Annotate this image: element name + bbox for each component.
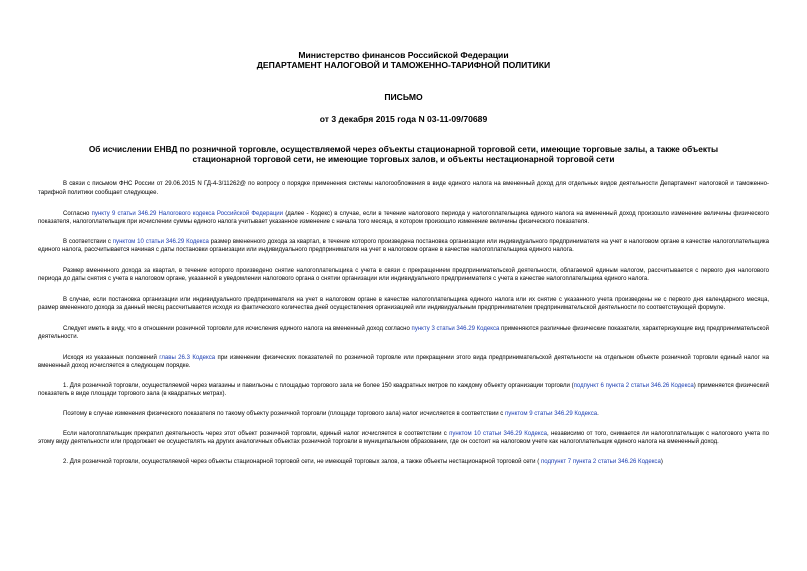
law-link[interactable]: пунктом 10 статьи 346.29 Кодекса — [112, 238, 209, 245]
paragraph-9 — [38, 410, 769, 418]
paragraph-text: ) применяется физический показатель в виде площади торгового зала (в квадратных метрах). — [38, 382, 769, 397]
paragraph-11 — [38, 458, 769, 466]
law-link[interactable]: подпункт 6 пункта 2 статьи 346.26 Кодекса — [573, 382, 694, 389]
paragraph-6 — [38, 325, 769, 341]
paragraph-4 — [38, 267, 769, 283]
document-header — [38, 0, 769, 164]
paragraph-text: ) — [660, 459, 663, 466]
paragraph-1 — [38, 180, 769, 196]
paragraph-text: применяются различные физические показатели, характеризующие вид предпринимательской деятельности. — [38, 326, 769, 341]
paragraph-3 — [38, 238, 769, 254]
paragraph-8 — [38, 382, 769, 398]
paragraph-text: В соответствии с — [63, 238, 113, 245]
paragraph-text: Размер вмененного дохода за квартал, в течение которого произведено снятие налогоплательщика с учета в связи с прекращением предпринимательской деятельности, облагаемой единым налогом, рассчитывается с первого дня налогового периода до даты снятия с учета в налоговом органе, указанной в уведомлении налогового органа о снятии организации или индивидуального предпринимателя с учета в качестве налогоплательщика единого налога. — [38, 268, 769, 283]
document-type: ПИСЬМО — [384, 91, 423, 102]
law-link[interactable]: подпункт 7 пункта 2 статьи 346.26 Кодекса — [540, 459, 661, 466]
law-link[interactable]: пунктом 9 статьи 346.29 Кодекса — [504, 410, 598, 417]
paragraph-text: Если налогоплательщик прекратил деятельность через этот объект розничной торговли, единый налог исчисляется в соответствии с — [63, 431, 450, 438]
paragraph-text: Поэтому в случае изменения физического показателя по такому объекту розничной торговли (площади торгового зала) налог исчисляется в соответствии с — [63, 410, 505, 417]
paragraph-text: В случае, если постановка организации или индивидуального предпринимателя на учет в налоговом органе в качестве налогоплательщика единого налога или их снятие с указанного учета произведены не с первого дня календарного месяца, размер вмененного дохода за данный месяц рассчитывается исходя из фактического количества дней осуществления организацией или индивидуальным предпринимателем предпринимательской деятельности по соответствующей формуле. — [38, 297, 769, 312]
document-date-number: от 3 декабря 2015 года N 03-11-09/70689 — [319, 114, 488, 125]
paragraph-text: размер вмененного дохода за квартал, в течение которого произведена постановка организации или индивидуального предпринимателя на учет в налоговом органе в качестве налогоплательщика единого налога, рассчитывается начиная с даты постановки организации или индивидуального предпринимателя на учет в налоговом органе в качестве налогоплательщика единого налога. — [38, 238, 769, 253]
paragraph-text: 2. Для розничной торговли, осуществляемой через объекты стационарной торговой сети, не имеющей торговых залов, а также объекты нестационарной торговой сети ( — [63, 459, 541, 466]
law-link[interactable]: пункту 3 статьи 346.29 Кодекса — [411, 326, 500, 333]
law-link[interactable]: главы 26.3 Кодекса — [159, 354, 216, 361]
paragraph-text: при изменении физических показателей по розничной торговле или прекращении этого вида предпринимательской деятельности на отдельном объекте розничной торговли единый налог на вмененный доход исчисляется в следующем порядке. — [38, 354, 769, 369]
paragraph-text: В связи с письмом ФНС России от 29.06.2015 N ГД-4-3/11262@ по вопросу о порядке применения системы налогообложения в виде единого налога на вмененный доход для отдельных видов деятельности Департамент налоговой и таможенно-тарифной политики сообщает следующее. — [38, 181, 769, 196]
law-link[interactable]: пункту 9 статьи 346.29 Налогового кодекса Российской Федерации — [91, 210, 284, 217]
paragraph-2 — [38, 210, 769, 226]
paragraph-text: 1. Для розничной торговли, осуществляемой через магазины и павильоны с площадью торгового зала не более 150 квадратных метров по каждому объекту организации торговли ( — [63, 382, 574, 389]
document-body — [38, 180, 769, 466]
law-link[interactable]: пунктом 10 статьи 346.29 Кодекса — [449, 431, 548, 438]
paragraph-text: , независимо от того, снимается ли налогоплательщик с налогового учета по этому виду деятельности или продолжает ее осуществлять на других аналогичных объектах розничной торговли в муниципальном образовании, где он состоит на налоговом учете как налогоплательщик единого налога на вмененный доход. — [38, 431, 770, 446]
department-name: ДЕПАРТАМЕНТ НАЛОГОВОЙ И ТАМОЖЕННО-ТАРИФНОЙ ПОЛИТИКИ — [256, 60, 551, 71]
paragraph-text: (далее - Кодекс) в случае, если в течение налогового периода у налогоплательщика единого налога на вмененный доход произошло изменение величины физического показателя, налогоплательщик при исчислении суммы единого налога учитывает указанное изменение с начала того месяца, в котором произошло изменение величины физического показателя. — [38, 210, 769, 225]
document-title: Об исчислении ЕНВД по розничной торговле, осуществляемой через объекты стационарной торговой сети, имеющие торговые залы, а также объекты стационарной торговой сети, не имеющие торговых залов, и объекты нестационарной торговой сети — [88, 143, 719, 165]
paragraph-text: Исходя из указанных положений — [63, 354, 160, 361]
paragraph-text: Следует иметь в виду, что в отношении розничной торговли для исчисления единого налога на вмененный доход согласно — [63, 326, 412, 333]
paragraph-10 — [38, 430, 769, 446]
paragraph-text: Согласно — [63, 210, 92, 217]
paragraph-7 — [38, 354, 769, 370]
ministry-name: Министерство финансов Российской Федерации — [298, 50, 509, 60]
paragraph-5 — [38, 296, 769, 312]
paragraph-text: . — [597, 410, 599, 417]
